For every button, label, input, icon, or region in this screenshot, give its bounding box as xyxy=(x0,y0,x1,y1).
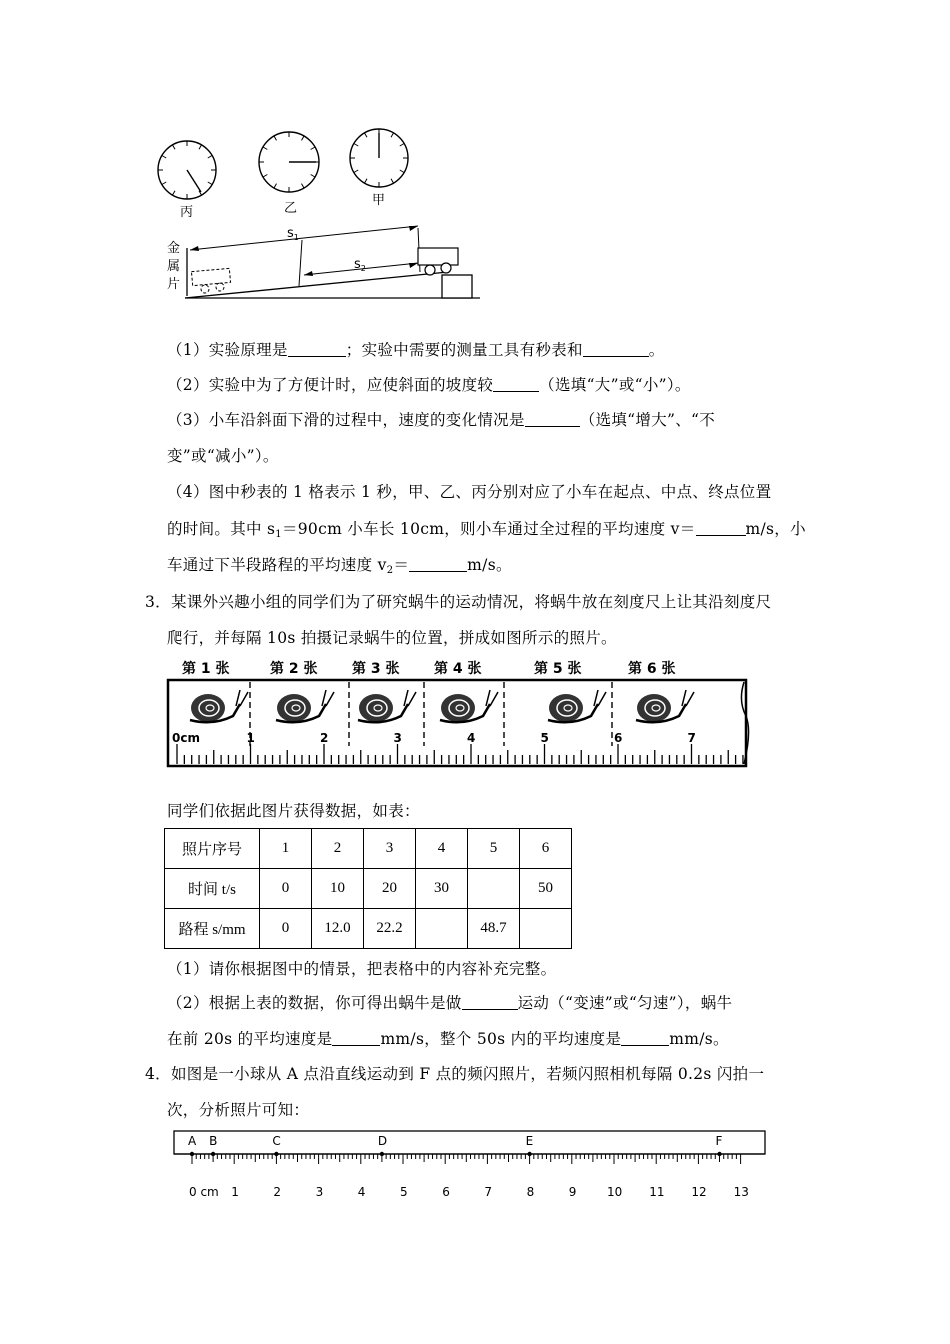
ruler-number: 1 xyxy=(231,1185,239,1199)
ruler-number: 0 cm xyxy=(189,1185,219,1199)
table-cell: 0 xyxy=(260,869,312,909)
answer-blank[interactable] xyxy=(493,377,539,392)
clock-jia xyxy=(350,129,408,187)
q4-line1: 4．如图是一小球从 A 点沿直线运动到 F 点的频闪照片，若频闪照相机每隔 0.2s 闪拍一 xyxy=(145,1065,765,1083)
answer-blank[interactable] xyxy=(525,412,580,427)
snail-ruler-photo xyxy=(166,656,756,768)
photo-label: 第 6 张 xyxy=(628,661,676,677)
point-label: B xyxy=(209,1134,218,1148)
table-cell[interactable] xyxy=(416,909,468,949)
ruler-number: 13 xyxy=(733,1185,749,1199)
ball-position-dot xyxy=(380,1152,384,1156)
ball-position-dot xyxy=(717,1152,721,1156)
table-row xyxy=(165,829,572,869)
q2-item4-line2: 的时间。其中 $s_1=90cm$ 小车长 10cm，则小车通过全过程的平均速度 v＝ m/s，小 xyxy=(167,520,806,540)
ball-position-dot xyxy=(274,1152,278,1156)
point-label: A xyxy=(188,1134,197,1148)
ruler-number: 9 xyxy=(568,1185,577,1199)
table-cell[interactable] xyxy=(520,909,572,949)
answer-blank[interactable] xyxy=(696,521,746,536)
ball-ruler-figure xyxy=(170,1128,770,1208)
photo-label: 第 4 张 xyxy=(434,661,482,677)
table-cell: 30 xyxy=(416,869,468,909)
table-cell: 6 xyxy=(520,829,572,869)
q2-item3: （3）小车沿斜面下滑的过程中，速度的变化情况是 （选填“增大”、“不 xyxy=(167,411,716,429)
ruler-body xyxy=(174,1131,765,1154)
answer-blank[interactable] xyxy=(332,1031,380,1046)
ruler-number: 8 xyxy=(526,1185,535,1199)
metal-plate-label: 片 xyxy=(167,277,181,292)
q3-item2: （2）根据上表的数据，你可得出蜗牛是做 运动（“变速”或“匀速”），蜗牛 xyxy=(167,994,733,1012)
ruler-number: 5 xyxy=(400,1185,408,1199)
q2-item2: （2）实验中为了方便计时，应使斜面的坡度较 （选填“大”或“小”）。 xyxy=(167,376,691,394)
table-cell: 5 xyxy=(468,829,520,869)
table-cell: 48.7 xyxy=(468,909,520,949)
photo-label: 第 2 张 xyxy=(270,661,318,677)
incline-figure xyxy=(150,120,490,305)
q3-line1: 3．某课外兴趣小组的同学们为了研究蜗牛的运动情况，将蜗牛放在刻度尺上让其沿刻度尺 xyxy=(145,593,772,611)
ruler-number: 11 xyxy=(649,1185,665,1199)
q3-item1: （1）请你根据图中的情景，把表格中的内容补充完整。 xyxy=(167,960,557,978)
row-header-cell: 时间 t/s xyxy=(165,869,260,909)
table-cell: 2 xyxy=(312,829,364,869)
q3-item2-cont: 在前 20s 的平均速度是 mm/s，整个 50s 内的平均速度是 mm/s。 xyxy=(167,1030,729,1048)
support-block xyxy=(442,275,472,298)
table-cell: 0 xyxy=(260,909,312,949)
ruler-number: 7 xyxy=(687,731,696,745)
q2-item4-line3: 车通过下半段路程的平均速度 $v_2= m/s$。 xyxy=(167,556,512,576)
cart xyxy=(418,248,458,275)
incline-surface xyxy=(185,272,448,298)
table-cell: 50 xyxy=(520,869,572,909)
table-cell: 10 xyxy=(312,869,364,909)
ruler-number: 3 xyxy=(315,1185,324,1199)
table-row xyxy=(165,869,572,909)
ball-position-dot xyxy=(190,1152,194,1156)
point-label: E xyxy=(525,1134,534,1148)
row-header-cell: 路程 s/mm xyxy=(165,909,260,949)
snail-data-table xyxy=(164,828,572,949)
ruler-number: 2 xyxy=(320,731,329,745)
ruler-number: 5 xyxy=(540,731,549,745)
ruler-number: 4 xyxy=(357,1185,366,1199)
ruler-number: 10 xyxy=(607,1185,623,1199)
photo-label: 第 3 张 xyxy=(352,661,400,677)
ruler-number: 12 xyxy=(691,1185,707,1199)
table-cell: 22.2 xyxy=(364,909,416,949)
point-label: C xyxy=(272,1134,281,1148)
clock-bing xyxy=(158,141,216,199)
s1-label: $s_1$ xyxy=(287,226,299,242)
clock-yi xyxy=(259,132,319,192)
table-cell: 20 xyxy=(364,869,416,909)
clock-label-bing: 丙 xyxy=(180,205,194,220)
clock-label-jia: 甲 xyxy=(372,193,386,208)
q2-item1: （1）实验原理是 ；实验中需要的测量工具有秒表和 。 xyxy=(167,341,665,359)
ruler-number: 1 xyxy=(246,731,255,745)
metal-plate-label: 金 xyxy=(167,241,181,256)
clock-label-yi: 乙 xyxy=(284,201,298,216)
q2-item3-cont: 变”或“减小”）。 xyxy=(167,447,279,465)
ruler-number: 2 xyxy=(273,1185,282,1199)
ball-position-dot xyxy=(211,1152,215,1156)
table-cell: 12.0 xyxy=(312,909,364,949)
s2-label: $s_2$ xyxy=(354,257,366,273)
ruler-number: 3 xyxy=(393,731,402,745)
q3-line2: 爬行，并每隔 10s 拍摄记录蜗牛的位置，拼成如图所示的照片。 xyxy=(167,629,617,647)
table-cell: 3 xyxy=(364,829,416,869)
q2-item4-line1: （4）图中秒表的 1 格表示 1 秒，甲、乙、丙分别对应了小车在起点、中点、终点位置 xyxy=(167,483,772,501)
table-row xyxy=(165,909,572,949)
row-header-cell: 照片序号 xyxy=(165,829,260,869)
metal-plate-label: 属 xyxy=(167,259,181,274)
answer-blank[interactable] xyxy=(409,557,467,572)
answer-blank[interactable] xyxy=(288,342,346,357)
table-cell: 1 xyxy=(260,829,312,869)
ball-position-dot xyxy=(527,1152,531,1156)
ruler-number: 4 xyxy=(467,731,476,745)
cart-end-position xyxy=(191,268,230,293)
table-cell[interactable] xyxy=(468,869,520,909)
table-intro: 同学们依据此图片获得数据，如表： xyxy=(167,802,420,820)
ruler-number: 6 xyxy=(442,1185,450,1199)
answer-blank[interactable] xyxy=(621,1031,669,1046)
point-label: D xyxy=(377,1134,388,1148)
photo-label: 第 1 张 xyxy=(182,661,230,677)
table-cell: 4 xyxy=(416,829,468,869)
photo-label: 第 5 张 xyxy=(534,661,582,677)
ruler-number: 6 xyxy=(614,731,623,745)
point-label: F xyxy=(715,1134,723,1148)
ruler-number: 7 xyxy=(484,1185,493,1199)
q4-line2: 次，分析照片可知： xyxy=(167,1101,310,1119)
ruler-unit: 0cm xyxy=(172,731,200,745)
answer-blank[interactable] xyxy=(462,995,518,1010)
answer-blank[interactable] xyxy=(583,342,649,357)
